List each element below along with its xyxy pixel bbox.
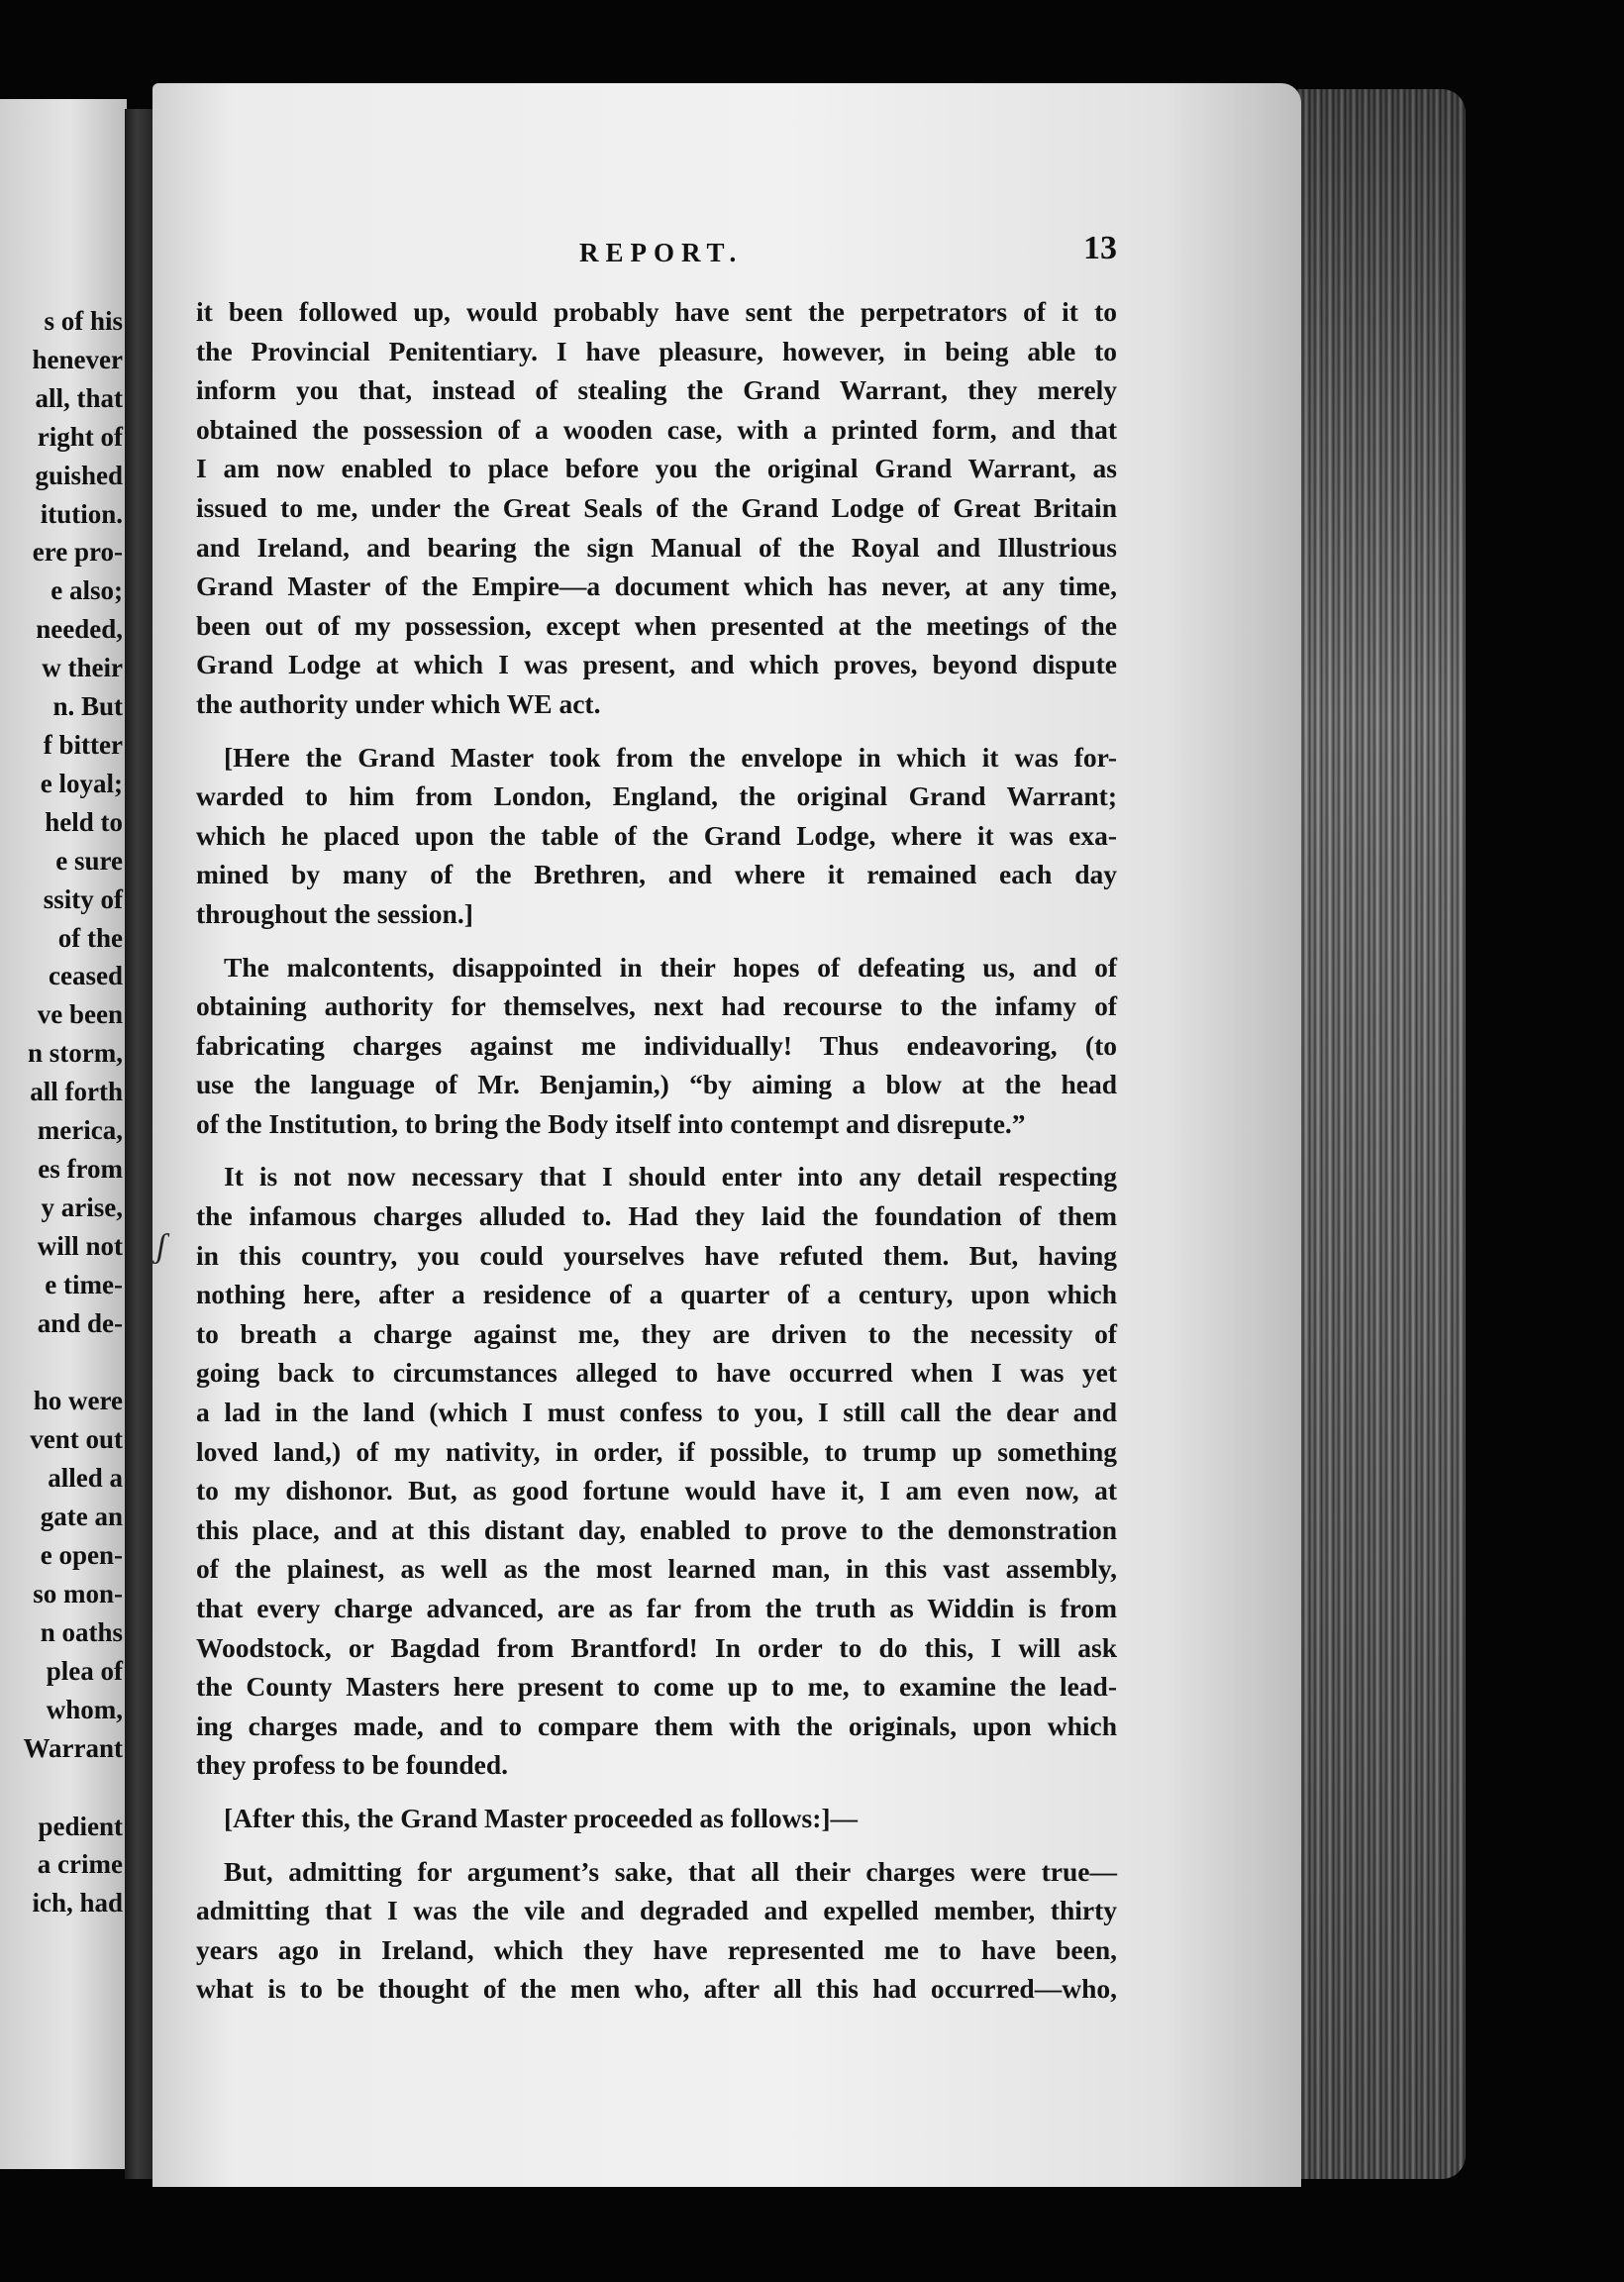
paragraph-gap bbox=[196, 1143, 1117, 1157]
left-page-line: e sure bbox=[55, 845, 123, 876]
margin-pencil-mark: ʃ bbox=[156, 1228, 166, 1265]
text-line: warded to him from London, England, the original Grand Warrant; bbox=[196, 780, 1117, 812]
text-line: [After this, the Grand Master proceeded as follows:]— bbox=[224, 1802, 859, 1833]
text-line: Woodstock, or Bagdad from Brantford! In order to do this, I will ask bbox=[196, 1631, 1117, 1663]
paragraph-gap bbox=[196, 1838, 1117, 1852]
text-line: The malcontents, disappointed in their hopes of defeating us, and of bbox=[224, 951, 1117, 983]
left-page-line: ho were bbox=[33, 1386, 123, 1416]
left-page-line: held to bbox=[45, 806, 123, 837]
text-line: ing charges made, and to compare them with the originals, upon which bbox=[196, 1710, 1117, 1741]
text-line: Grand Master of the Empire—a document which has never, at any time, bbox=[196, 570, 1117, 602]
text-line: which he placed upon the table of the Grand Lodge, where it was exa- bbox=[196, 819, 1117, 851]
left-page-line: of the bbox=[57, 922, 123, 953]
text-line: in this country, you could yourselves have refuted them. But, having bbox=[196, 1239, 1117, 1271]
text-line: use the language of Mr. Benjamin,) “by aiming a blow at the head bbox=[196, 1069, 1117, 1100]
left-page-line: gate an bbox=[40, 1502, 123, 1532]
paragraph bbox=[196, 948, 1117, 1144]
left-page-line: all, that bbox=[35, 382, 123, 413]
text-line: to breath a charge against me, they are driven to the necessity of bbox=[196, 1317, 1117, 1349]
left-page-line: whom, bbox=[46, 1694, 123, 1724]
left-page-line: e also; bbox=[51, 575, 123, 606]
book-fore-edge bbox=[1297, 89, 1466, 2179]
left-page-line: needed, bbox=[36, 614, 123, 645]
left-page-line: e time- bbox=[45, 1269, 123, 1299]
left-page-line: all forth bbox=[30, 1077, 123, 1107]
left-page-line: e open- bbox=[40, 1540, 123, 1571]
text-line: that every charge advanced, are as far from the truth as Widdin is from bbox=[196, 1593, 1117, 1623]
left-page-line: guished bbox=[35, 460, 123, 490]
text-line: nothing here, after a residence of a quarter of a century, upon which bbox=[196, 1279, 1117, 1310]
paragraph-gap bbox=[196, 724, 1117, 738]
text-line: of the Institution, to bring the Body itself into contempt and disrepute.” bbox=[196, 1107, 1026, 1139]
left-page-line: w their bbox=[42, 653, 123, 683]
text-line: I am now enabled to place before you the original Grand Warrant, as bbox=[196, 453, 1117, 484]
left-page-line: n oaths bbox=[40, 1616, 123, 1647]
left-page-line: henever bbox=[32, 344, 123, 374]
left-page-line: itution. bbox=[40, 498, 123, 529]
text-line: and Ireland, and bearing the sign Manual of the Royal and Illustrious bbox=[196, 531, 1117, 563]
paragraph bbox=[196, 1799, 1117, 1838]
left-page-line: alled a bbox=[48, 1463, 123, 1494]
paragraph bbox=[196, 738, 1117, 934]
text-line: inform you that, instead of stealing the Grand Warrant, they merely bbox=[196, 374, 1117, 406]
text-line: of the plainest, as well as the most learned man, in this vast assembly, bbox=[196, 1553, 1117, 1585]
text-line: what is to be thought of the men who, after all this had occurred—who, bbox=[196, 1973, 1117, 2005]
text-line: been out of my possession, except when presented at the meetings of the bbox=[196, 609, 1117, 641]
left-page-line: vent out bbox=[30, 1424, 123, 1455]
text-line: It is not now necessary that I should enter into any detail respecting bbox=[224, 1161, 1117, 1193]
left-page-line: ich, had bbox=[32, 1888, 123, 1919]
left-page-line: f bitter bbox=[43, 729, 123, 760]
left-page-line: es from bbox=[38, 1153, 123, 1184]
paragraph-gap bbox=[196, 934, 1117, 948]
body-text bbox=[196, 292, 1117, 2009]
left-page-line: merica, bbox=[37, 1115, 123, 1146]
text-line: they profess to be founded. bbox=[196, 1749, 509, 1781]
text-line: fabricating charges against me individually! Thus endeavoring, (to bbox=[196, 1029, 1117, 1061]
left-page-line: n. But bbox=[52, 691, 123, 722]
running-header: REPORT. bbox=[579, 238, 744, 267]
text-line: throughout the session.] bbox=[196, 897, 473, 929]
left-page-line bbox=[0, 1768, 123, 1808]
paragraph bbox=[196, 1852, 1117, 2009]
left-page-line: e loyal; bbox=[40, 768, 123, 798]
text-line: loved land,) of my nativity, in order, if possible, to trump up something bbox=[196, 1435, 1117, 1467]
text-line: going back to circumstances alleged to have occurred when I was yet bbox=[196, 1357, 1117, 1389]
text-line: the infamous charges alluded to. Had they laid the foundation of them bbox=[196, 1200, 1117, 1232]
text-line: mined by many of the Brethren, and where it remained each day bbox=[196, 859, 1117, 890]
left-page-line: y arise, bbox=[41, 1192, 123, 1222]
text-line: the authority under which WE act. bbox=[196, 687, 601, 719]
left-page-line: will not bbox=[37, 1230, 123, 1261]
text-line: But, admitting for argument’s sake, that all their charges were true— bbox=[224, 1855, 1117, 1887]
paragraph-gap bbox=[196, 1785, 1117, 1799]
text-line: the County Masters here present to come up to me, to examine the lead- bbox=[196, 1671, 1117, 1703]
left-page-line: ere pro- bbox=[32, 537, 123, 568]
text-line: obtained the possession of a wooden case, with a printed form, and that bbox=[196, 413, 1117, 445]
text-line: [Here the Grand Master took from the envelope in which it was for- bbox=[224, 741, 1117, 773]
paragraph bbox=[196, 292, 1117, 724]
text-line: years ago in Ireland, which they have represented me to have been, bbox=[196, 1933, 1117, 1965]
left-page-line: right of bbox=[37, 421, 123, 452]
text-line: issued to me, under the Great Seals of the Grand Lodge of Great Britain bbox=[196, 491, 1117, 523]
text-line: the Provincial Penitentiary. I have pleasure, however, in being able to bbox=[196, 335, 1117, 366]
left-page-line: s of his bbox=[44, 306, 123, 336]
left-page-line: plea of bbox=[46, 1655, 123, 1686]
text-line: obtaining authority for themselves, next had recourse to the infamy of bbox=[196, 990, 1117, 1022]
left-page-line: a crime bbox=[37, 1849, 123, 1880]
left-page-line: and de- bbox=[37, 1307, 123, 1338]
book-gutter bbox=[125, 109, 154, 2179]
left-page-line: n storm, bbox=[28, 1038, 123, 1069]
left-page-text bbox=[0, 302, 123, 1922]
left-page-line: Warrant bbox=[23, 1732, 123, 1763]
left-page-line: ceased bbox=[49, 961, 123, 991]
page-number: 13 bbox=[1083, 230, 1117, 266]
left-page bbox=[0, 99, 127, 2169]
left-page-line: ssity of bbox=[43, 883, 123, 914]
left-page-line: so mon- bbox=[33, 1579, 123, 1608]
left-page-line: ve been bbox=[37, 999, 123, 1030]
text-line: a lad in the land (which I must confess to you, I still call the dear and bbox=[196, 1397, 1117, 1428]
text-line: it been followed up, would probably have sent the perpetrators of it to bbox=[196, 296, 1117, 327]
left-page-line: pedient bbox=[38, 1811, 123, 1841]
text-line: Grand Lodge at which I was present, and which proves, beyond dispute bbox=[196, 649, 1117, 680]
text-line: to my dishonor. But, as good fortune would have it, I am even now, at bbox=[196, 1475, 1117, 1506]
text-line: this place, and at this distant day, enabled to prove to the demonstration bbox=[196, 1513, 1117, 1545]
paragraph bbox=[196, 1157, 1117, 1785]
text-line: admitting that I was the vile and degraded and expelled member, thirty bbox=[196, 1895, 1117, 1926]
left-page-line bbox=[0, 1342, 123, 1382]
